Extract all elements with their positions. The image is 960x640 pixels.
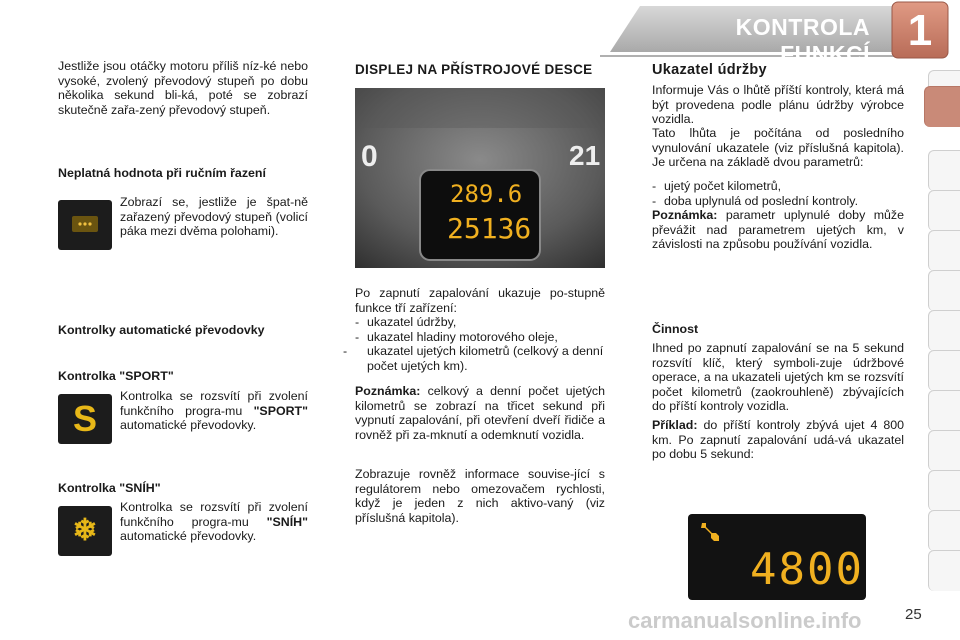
tab-chapter[interactable] — [928, 390, 960, 431]
wrench-icon — [698, 520, 722, 544]
maintenance-p2: Tato lhůta je počítána od posledního vynulování ukazatele (viz příslušná kapitola). Je určena na základě dvou parametrů: — [652, 126, 904, 170]
list-item-text: ukazatel ujetých kilometrů (celkový a denní počet ujetých km). — [367, 344, 604, 373]
snow-text-b: automatické převodovky. — [120, 529, 257, 544]
display-intro: Po zapnutí zapalování ukazuje po-stupně funkce tří zařízení: — [355, 286, 605, 315]
tab-chapter[interactable] — [928, 230, 960, 271]
sport-text-bold: "SPORT" — [253, 403, 308, 418]
maintenance-params — [652, 179, 904, 208]
display-section-title: DISPLEJ NA PŘÍSTROJOVÉ DESCE — [355, 62, 593, 77]
dots-icon — [58, 200, 112, 250]
list-item-text: ujetý počet kilometrů, — [664, 179, 782, 193]
note-label: Poznámka: — [355, 384, 421, 398]
sport-heading: Kontrolka "SPORT" — [58, 369, 174, 383]
maintenance-p1: Informuje Vás o lhůtě příští kontroly, která má být provedena podle plánu údržby výrobce vozidla. — [652, 83, 904, 127]
tab-chapter[interactable] — [928, 310, 960, 351]
maintenance-display-value: 4800 — [750, 544, 864, 595]
maintenance-note — [652, 208, 904, 252]
gauge-right-number: 21 — [569, 140, 601, 171]
page-number: 25 — [905, 606, 922, 623]
intro-paragraph: Jestliže jsou otáčky motoru příliš níz-ké nebo vysoké, zvolený převodový stupeň po dobu několika sekund bli-ká, poté se zobrazí skutečně zařa-zený převodový stupeň. — [58, 59, 308, 117]
snowflake-icon — [58, 506, 112, 556]
invalid-value-heading: Neplatná hodnota při ručním řazení — [58, 166, 266, 180]
snow-text-bold: "SNÍH" — [266, 514, 308, 529]
snow-text-a: Kontrolka se rozsvítí při zvolení funkčního progra-mu — [120, 500, 308, 529]
sport-s-glyph: S — [72, 398, 97, 439]
snowflake-glyph: ❄ — [72, 514, 98, 547]
maintenance-display-image — [688, 514, 866, 600]
example-text — [652, 418, 904, 462]
sport-s-icon — [58, 394, 112, 444]
example-body: do příští kontroly zbývá ujet 4 800 km. Po zapnutí zapalování udá-vá ukazatel po dobu 5 sekund: — [652, 418, 904, 462]
display-note — [355, 384, 605, 442]
tab-chapter[interactable] — [928, 190, 960, 231]
list-item: - ukazatel hladiny motorového oleje, — [355, 329, 558, 344]
list-item-text: doba uplynulá od poslední kontroly. — [664, 193, 859, 208]
tab-chapter[interactable] — [928, 270, 960, 311]
tab-chapter[interactable] — [928, 350, 960, 391]
tab-chapter-active[interactable] — [924, 86, 960, 127]
gauge-left-number: 0 — [361, 140, 378, 173]
list-item: - doba uplynulá od poslední kontroly. — [652, 193, 859, 208]
tab-chapter[interactable] — [928, 550, 960, 591]
display-extra: Zobrazuje rovněž informace souvise-jící s regulátorem nebo omezovačem rychlosti, když je jeden z nich aktivo-vaný (viz příslušná kapitola). — [355, 467, 605, 525]
list-item-text: ukazatel údržby, — [367, 315, 457, 329]
snow-heading: Kontrolka "SNÍH" — [58, 481, 161, 495]
display-trip-value: 289.6 — [450, 180, 523, 208]
note-label: Poznámka: — [652, 208, 718, 222]
sport-text — [120, 389, 308, 433]
display-items-list — [343, 315, 605, 373]
side-tabs — [928, 70, 960, 590]
note-text: parametr uplynulé doby může převážit nad parametrem ujetých km, v závislosti na způsobu používání vozidla. — [652, 208, 904, 252]
list-item-text: ukazatel hladiny motorového oleje, — [367, 329, 558, 344]
example-label: Příklad: — [652, 418, 698, 432]
operation-text: Ihned po zapnutí zapalování se na 5 sekund rozsvítí klíč, který symboli-zuje údržbové operace, a na ukazateli ujetých km se rozsvítí počet kilometrů (zaokrouhleně) zbývajících do příští kontroly vozidla. — [652, 341, 904, 414]
tab-chapter[interactable] — [928, 510, 960, 551]
note-text: celkový a denní počet ujetých kilometrů se zobrazí na třicet sekund při vypnutí zapalování, při otevření dveří řidiče a rovněž při za-mknutí a odemknutí vozidla. — [355, 384, 605, 442]
page-title: KONTROLA FUNKCÍ — [735, 14, 870, 67]
tab-chapter[interactable] — [928, 430, 960, 471]
tab-chapter[interactable] — [928, 150, 960, 191]
automatic-lights-heading: Kontrolky automatické převodovky — [58, 323, 265, 337]
tab-chapter[interactable] — [928, 470, 960, 511]
operation-heading: Činnost — [652, 322, 699, 336]
sport-text-a: Kontrolka se rozsvítí při zvolení funkčního progra-mu — [120, 389, 308, 418]
display-total-value: 25136 — [447, 212, 532, 245]
instrument-display-image — [355, 88, 605, 268]
list-item: - ukazatel údržby, — [355, 315, 457, 329]
watermark: carmanualsonline.info — [628, 608, 862, 633]
list-item: - ujetý počet kilometrů, — [652, 179, 782, 193]
list-item: - ukazatel ujetých kilometrů (celkový a denní počet ujetých km). — [343, 344, 604, 373]
chapter-number: 1 — [907, 6, 933, 55]
maintenance-title: Ukazatel údržby — [652, 62, 767, 78]
invalid-value-text: Zobrazí se, jestliže je špat-ně zařazený převodový stupeň (volicí páka mezi dvěma polohami). — [120, 195, 308, 239]
sport-text-b: automatické převodovky. — [120, 418, 257, 433]
snow-text — [120, 500, 308, 544]
